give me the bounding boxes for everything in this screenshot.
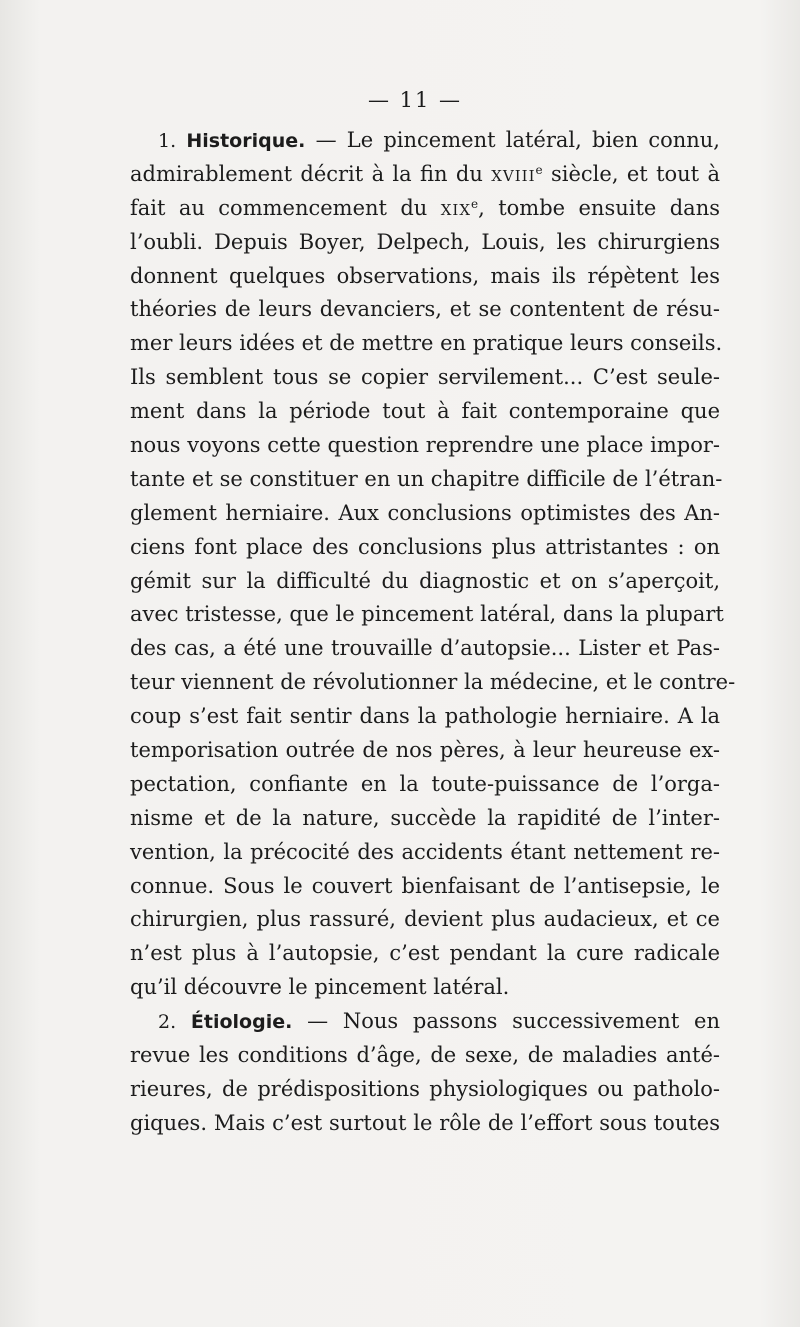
text-line: mer leurs idées et de mettre en pratique leurs conseils.	[130, 331, 723, 356]
text-line: temporisation outrée de nos pères, à leur heureuse ex-	[130, 738, 720, 763]
text-line: nisme et de la nature, succède la rapidité de l’inter-	[130, 805, 720, 830]
page-number: — 11 —	[367, 88, 463, 112]
text-fragment: admirablement décrit à la fin du	[130, 161, 483, 186]
text-fragment: fait au commencement du	[130, 195, 428, 220]
text-fragment: , tombe ensuite dans	[478, 195, 720, 220]
text-line: gémit sur la difficulté du diagnostic et on s’aperçoit,	[130, 568, 720, 593]
text-line: vention, la précocité des accidents étant nettement re-	[130, 839, 720, 864]
roman-numeral: XIX	[440, 200, 472, 219]
text-line: — Nous passons successivement en	[307, 1009, 720, 1034]
text-line: rieures, de prédispositions physiologiques ou patholo-	[130, 1076, 720, 1101]
body-text	[130, 124, 736, 1141]
text-line: giques. Mais c’est surtout le rôle de l’effort sous toutes	[130, 1110, 720, 1135]
text-fragment: siècle, et tout à	[551, 161, 720, 186]
text-line: connue. Sous le couvert bienfaisant de l’antisepsie, le	[130, 873, 720, 898]
text-line: n’est plus à l’autopsie, c’est pendant la cure radicale	[130, 941, 720, 966]
text-line: revue les conditions d’âge, de sexe, de maladies anté-	[130, 1043, 720, 1068]
text-line: chirurgien, plus rassuré, devient plus audacieux, et ce	[130, 907, 720, 932]
text-line: avec tristesse, que le pincement latéral, dans la plupart	[130, 602, 724, 627]
section-2-heading: Étiologie.	[190, 1011, 293, 1034]
section-2-first-line	[130, 1005, 720, 1039]
text-line: tante et se constituer en un chapitre difficile de l’étran-	[130, 466, 723, 491]
text-line: teur viennent de révolutionner la médecine, et le contre-	[130, 670, 736, 695]
text-line: — Le pincement latéral, bien connu,	[315, 128, 720, 152]
text-line: des cas, a été une trouvaille d’autopsie... Lister et Pas-	[130, 636, 720, 661]
text-line: qu’il découvre le pincement latéral.	[130, 975, 510, 1000]
text-line: glement herniaire. Aux conclusions optimistes des An-	[130, 500, 720, 525]
text-line: coup s’est fait sentir dans la pathologie herniaire. A la	[130, 704, 720, 729]
text-line: pectation, confiante en la toute-puissance de l’orga-	[130, 771, 720, 796]
text-line: l’oubli. Depuis Boyer, Delpech, Louis, les chirurgiens	[130, 229, 720, 254]
text-line: théories de leurs devanciers, et se contentent de résu-	[130, 297, 720, 322]
text-line: ment dans la période tout à fait contemporaine que	[130, 399, 720, 424]
text-line	[130, 158, 720, 192]
text-line	[130, 192, 720, 226]
section-2-number: 2.	[158, 1011, 177, 1034]
superscript: e	[471, 196, 479, 211]
text-line: donnent quelques observations, mais ils répètent les	[130, 263, 720, 288]
section-1-heading: Historique.	[186, 130, 306, 152]
superscript: e	[535, 162, 543, 177]
text-line: nous voyons cette question reprendre une place impor-	[130, 433, 720, 458]
section-1-number: 1.	[158, 130, 177, 152]
roman-numeral: XVIII	[491, 166, 536, 185]
text-line: ciens font place des conclusions plus attristantes : on	[130, 534, 720, 559]
text-line: Ils semblent tous se copier servilement... C’est seule-	[130, 365, 720, 390]
section-1-first-line	[130, 124, 720, 158]
